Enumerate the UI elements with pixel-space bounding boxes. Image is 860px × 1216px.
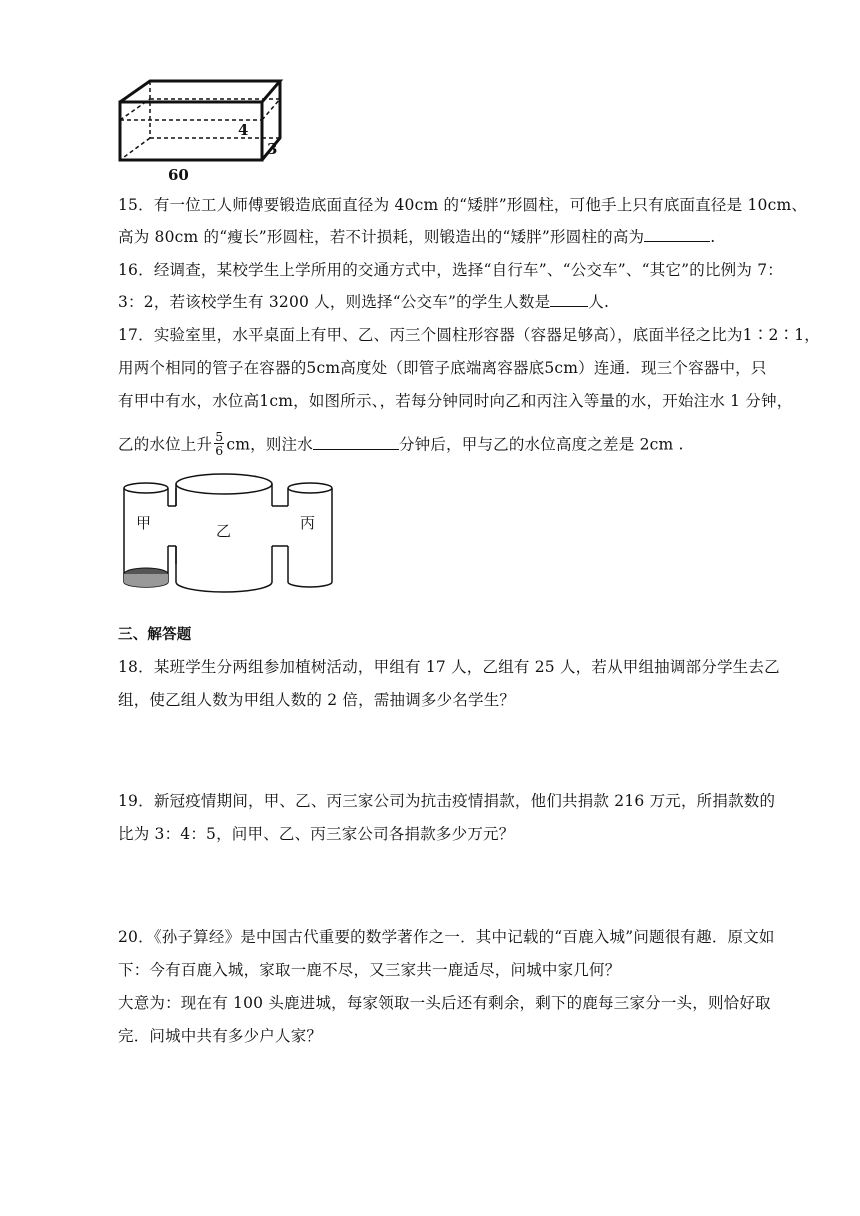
q17-fraction-numerator: 5	[215, 429, 224, 444]
cylinders-figure	[116, 470, 346, 598]
q17-line4-text-c: 分钟后，甲与乙的水位高度之差是 2cm .	[398, 435, 684, 454]
q17-line3: 有甲中有水，水位高1cm，如图所示、，若每分钟同时向乙和丙注入等量的水，开始注水 1 分钟，	[118, 392, 793, 410]
box-figure	[112, 72, 292, 184]
q20-line4: 完．问城中共有多少户人家？	[118, 1027, 323, 1045]
box-label-height: 4	[238, 121, 249, 139]
q20-line1: 20．《孙子算经》是中国古代重要的数学著作之一．其中记载的“百鹿入城”问题很有趣．原文如	[118, 928, 775, 946]
q16-line2-end: 人.	[588, 293, 610, 311]
q17-answer-blank[interactable]	[313, 435, 399, 450]
section-heading: 三、解答题	[118, 627, 192, 643]
q16-line2	[118, 291, 609, 313]
q16-line1: 16．经调查，某校学生上学所用的交通方式中，选择“自行车”、“公交车”、“其它”的比例为 7：	[118, 261, 783, 279]
q17-fraction	[214, 430, 224, 457]
q20-line2: 下：今有百鹿入城，家取一鹿不尽，又三家共一鹿适尽，问城中家几何？	[118, 961, 621, 979]
box-label-length: 60	[168, 166, 189, 184]
q19-line1: 19．新冠疫情期间，甲、乙、丙三家公司为抗击疫情捐款，他们共捐款 216 万元，所捐款数的	[118, 792, 776, 810]
q17-line4	[118, 429, 684, 459]
box-label-width: 3	[267, 140, 278, 158]
q15-line2	[118, 226, 715, 248]
label-bing: 丙	[300, 514, 316, 532]
q15-line2-text: 高为 80cm 的“瘦长”形圆柱，若不计损耗，则锻造出的“矮胖”形圆柱的高为	[118, 228, 645, 246]
label-yi: 乙	[216, 522, 232, 540]
q17-line2: 用两个相同的管子在容器的5cm高度处（即管子底端离容器底5cm）连通．现三个容器中，只	[118, 359, 767, 377]
q16-line2-text: 3：2，若该校学生有 3200 人，则选择“公交车”的学生人数是	[118, 293, 551, 311]
q20-line3: 大意为：现在有 100 头鹿进城，每家领取一头后还有剩余，剩下的鹿每三家分一头，则恰好取	[118, 994, 771, 1012]
q16-answer-blank[interactable]	[550, 292, 588, 307]
q15-answer-blank[interactable]	[644, 227, 710, 242]
q17-line1: 17．实验室里，水平桌面上有甲、乙、丙三个圆柱形容器（容器足够高），底面半径之比为1∶2∶1，	[118, 326, 820, 344]
q15-line2-end: .	[710, 228, 716, 246]
q18-line2: 组，使乙组人数为甲组人数的 2 倍，需抽调多少名学生？	[118, 691, 516, 709]
q15-line1: 15．有一位工人师傅要锻造底面直径为 40cm 的“矮胖”形圆柱，可他手上只有底面直径是 10cm、	[118, 196, 808, 214]
q19-line2: 比为 3：4：5，问甲、乙、丙三家公司各捐款多少万元？	[118, 825, 515, 843]
q17-line4-text-a: 乙的水位上升	[118, 435, 213, 454]
label-jia: 甲	[136, 514, 152, 532]
q17-line4-text-b: cm，则注水	[226, 435, 313, 454]
q18-line1: 18．某班学生分两组参加植树活动，甲组有 17 人，乙组有 25 人，若从甲组抽调部分学生去乙	[118, 658, 780, 676]
q17-fraction-denominator: 6	[215, 443, 224, 458]
